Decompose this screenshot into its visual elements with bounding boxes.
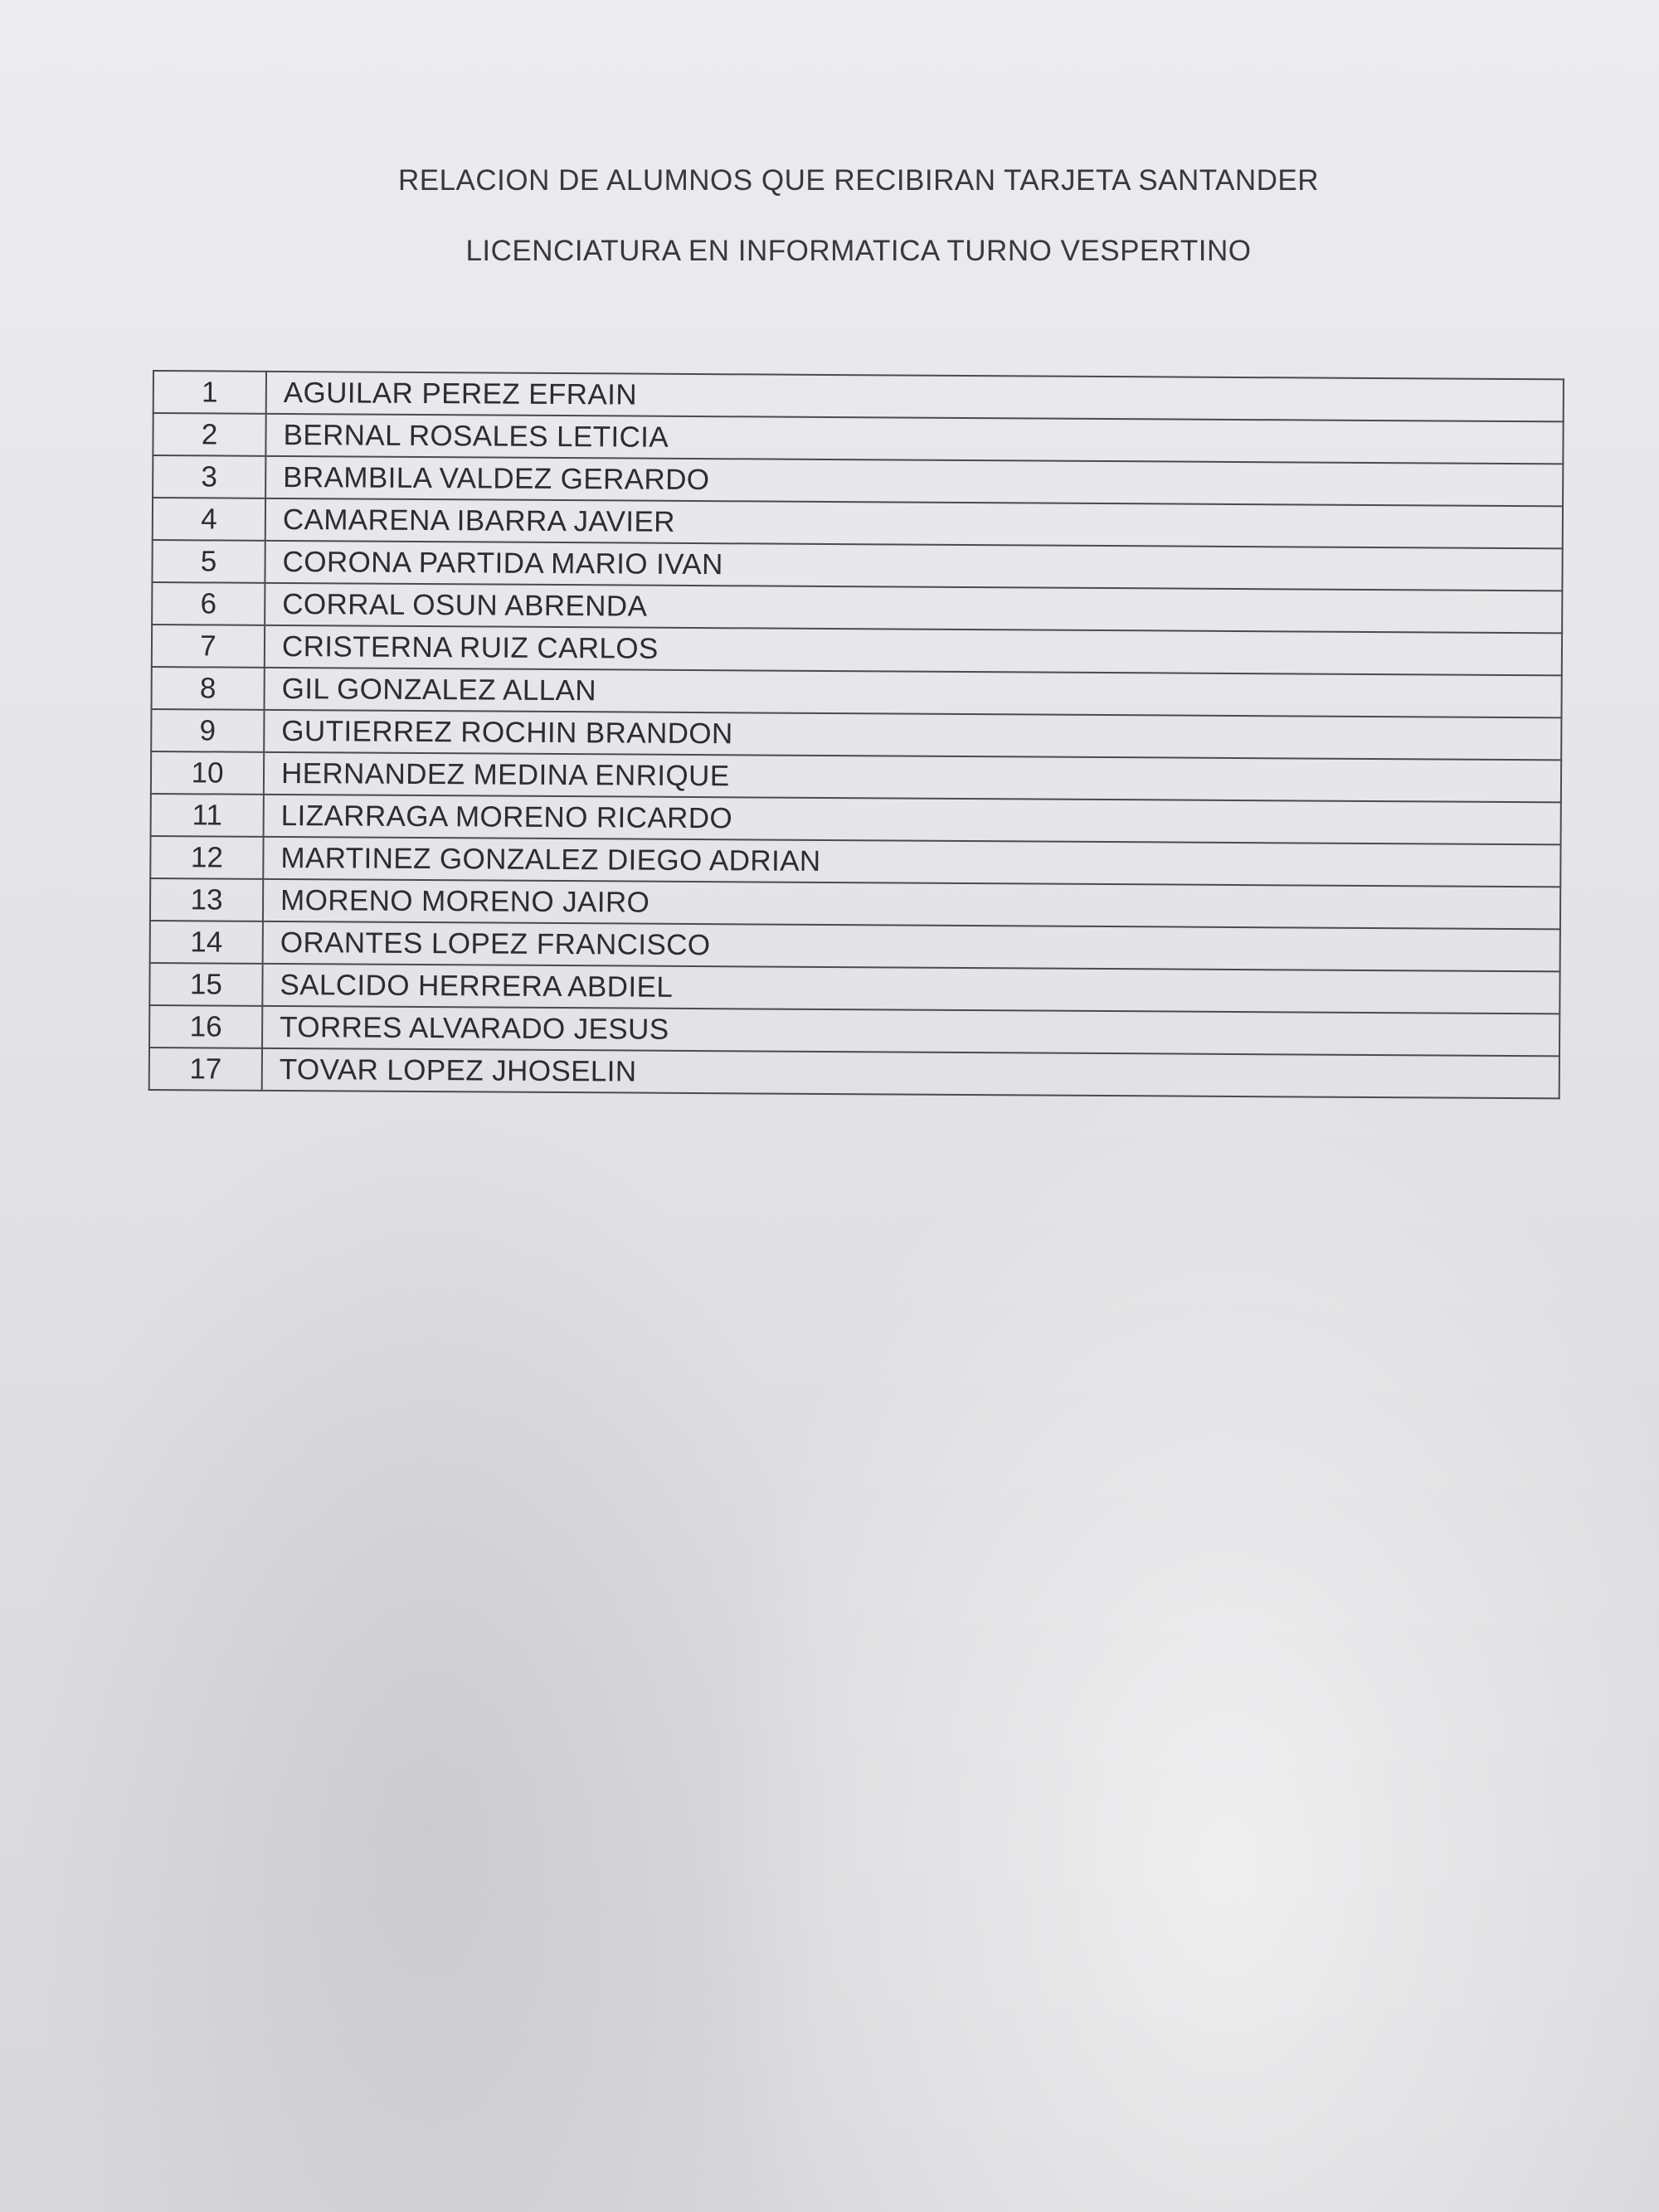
row-number: 17 xyxy=(149,1048,262,1091)
row-number: 15 xyxy=(149,963,262,1006)
student-name: TORRES ALVARADO JESUS xyxy=(262,1006,1559,1057)
document-subtitle: LICENCIATURA EN INFORMATICA TURNO VESPERTINO xyxy=(465,235,1252,267)
student-name: BRAMBILA VALDEZ GERARDO xyxy=(265,456,1563,507)
row-number: 2 xyxy=(153,413,265,456)
row-number: 3 xyxy=(153,455,265,498)
row-number: 13 xyxy=(150,878,263,921)
student-name: SALCIDO HERRERA ABDIEL xyxy=(262,964,1559,1014)
row-number: 14 xyxy=(150,921,263,964)
student-name: LIZARRAGA MORENO RICARDO xyxy=(264,795,1561,845)
student-name: ORANTES LOPEZ FRANCISCO xyxy=(263,921,1560,972)
row-number: 5 xyxy=(152,540,265,583)
row-number: 4 xyxy=(153,498,265,541)
student-name: MORENO MORENO JAIRO xyxy=(263,879,1560,930)
student-name: AGUILAR PEREZ EFRAIN xyxy=(266,372,1564,422)
row-number: 6 xyxy=(152,582,265,625)
row-number: 7 xyxy=(152,625,265,668)
student-name: CORONA PARTIDA MARIO IVAN xyxy=(265,541,1562,591)
document-title: RELACION DE ALUMNOS QUE RECIBIRAN TARJETA SANTANDER xyxy=(397,164,1320,197)
row-number: 11 xyxy=(151,794,264,837)
row-number: 12 xyxy=(150,836,263,879)
student-name: TOVAR LOPEZ JHOSELIN xyxy=(262,1048,1559,1099)
student-name: CORRAL OSUN ABRENDA xyxy=(265,583,1562,634)
row-number: 9 xyxy=(151,709,264,752)
student-name: BERNAL ROSALES LETICIA xyxy=(265,414,1563,464)
table-row xyxy=(149,1048,1559,1098)
student-name: GIL GONZALEZ ALLAN xyxy=(264,668,1561,718)
student-name: GUTIERREZ ROCHIN BRANDON xyxy=(264,710,1561,761)
row-number: 16 xyxy=(149,1005,262,1048)
student-name: CAMARENA IBARRA JAVIER xyxy=(265,498,1563,549)
row-number: 8 xyxy=(152,667,265,710)
row-number: 1 xyxy=(153,371,266,414)
student-name: HERNANDEZ MEDINA ENRIQUE xyxy=(264,752,1561,803)
student-name: CRISTERNA RUIZ CARLOS xyxy=(265,625,1562,676)
student-list-table xyxy=(148,370,1564,1099)
student-name: MARTINEZ GONZALEZ DIEGO ADRIAN xyxy=(263,837,1560,887)
row-number: 10 xyxy=(151,751,264,795)
